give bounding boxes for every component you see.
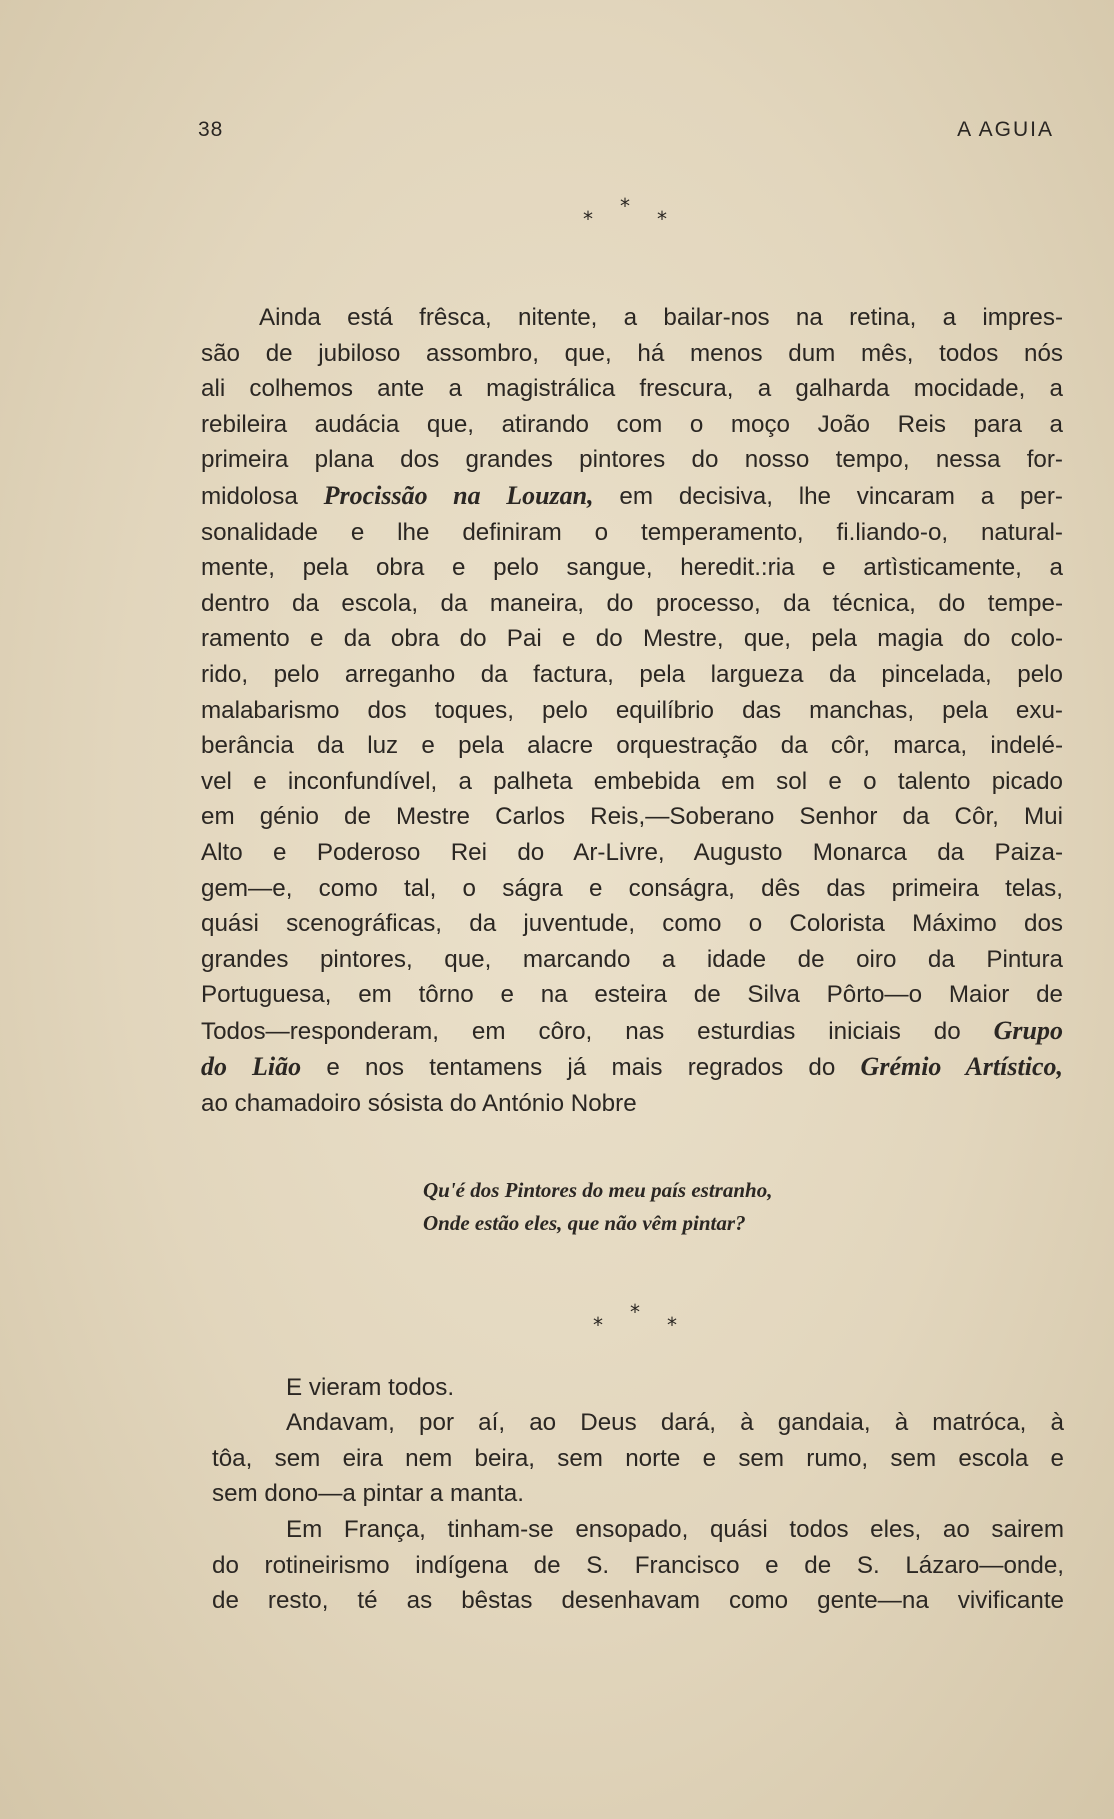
running-title: A AGUIA <box>957 118 1054 141</box>
asterisk-glyph: * <box>583 207 593 231</box>
group-name: Grémio Artístico, <box>860 1052 1063 1082</box>
paragraph-3 <box>212 1405 1064 1512</box>
text-line: ao chamadoiro sósista do António Nobre <box>201 1090 637 1118</box>
asterisk-glyph: * <box>657 207 667 231</box>
section-separator-top <box>580 194 670 234</box>
text-line: ali colhemos ante a magistrálica frescura, a galharda mocidade, a <box>201 375 1063 403</box>
text-line: de resto, té as bêstas desenhavam como gente—na vivificante <box>212 1587 1064 1615</box>
text-line: Em França, tinham-se ensopado, quási todos eles, ao sairem <box>286 1516 1064 1543</box>
text-line: quási scenográficas, da juventude, como o Colorista Máximo dos <box>201 910 1063 938</box>
verse-line: Onde estão eles, que não vêm pintar? <box>423 1211 746 1235</box>
asterisk-glyph: * <box>593 1313 603 1337</box>
text-line: em génio de Mestre Carlos Reis,—Soberano Senhor da Côr, Mui <box>201 803 1063 831</box>
text-segment: em decisiva, lhe vincaram a per- <box>593 482 1063 510</box>
text-line <box>201 1013 1063 1050</box>
text-segment: Todos—responderam, em côro, nas esturdias iniciais do <box>201 1017 994 1045</box>
text-line: dentro da escola, da maneira, do processo, da técnica, do tempe- <box>201 589 1063 617</box>
text-line: malabarismo dos toques, pelo equilíbrio das manchas, pela exu- <box>201 696 1063 724</box>
text-line: Alto e Poderoso Rei do Ar-Livre, Augusto Monarca da Paiza- <box>201 838 1063 866</box>
paragraph-1 <box>201 300 1063 1122</box>
text-line <box>201 478 1063 515</box>
page-header <box>198 118 1056 148</box>
verse-line: Qu'é dos Pintores do meu país estranho, <box>423 1178 773 1202</box>
text-line: Andavam, por aí, ao Deus dará, à gandaia, à matróca, à <box>286 1409 1064 1436</box>
text-line: rido, pelo arreganho da factura, pela largueza da pincelada, pelo <box>201 660 1063 688</box>
asterisk-glyph: * <box>667 1313 677 1337</box>
text-line: sem dono—a pintar a manta. <box>212 1480 524 1508</box>
section-separator-bottom <box>590 1300 680 1340</box>
text-line: do rotineirismo indígena de S. Francisco e de S. Lázaro—onde, <box>212 1551 1064 1579</box>
text-line: primeira plana dos grandes pintores do nosso tempo, nessa for- <box>201 446 1063 474</box>
text-line: E vieram todos. <box>286 1374 455 1401</box>
text-line: grandes pintores, que, marcando a idade de oiro da Pintura <box>201 945 1063 973</box>
page-number: 38 <box>198 118 224 141</box>
text-line: tôa, sem eira nem beira, sem norte e sem rumo, sem escola e <box>212 1444 1064 1472</box>
paragraph-4 <box>212 1512 1064 1619</box>
text-line: são de jubiloso assombro, que, há menos dum mês, todos nós <box>201 339 1063 367</box>
text-line: mente, pela obra e pelo sangue, heredit.:ria e artìsticamente, a <box>201 554 1063 582</box>
epigraph-verse <box>423 1174 772 1240</box>
text-line: gem—e, como tal, o ságra e conságra, dês das primeira telas, <box>201 874 1063 902</box>
text-line: sonalidade e lhe definiram o temperamento, fi.liando-o, natural- <box>201 518 1063 546</box>
text-line: berância da luz e pela alacre orquestração da côr, marca, indelé- <box>201 732 1063 760</box>
group-name: do Lião <box>201 1052 302 1082</box>
text-line: Ainda está frêsca, nitente, a bailar-nos na retina, a impres- <box>259 304 1063 331</box>
text-line: ramento e da obra do Pai e do Mestre, que, pela magia do colo- <box>201 625 1063 653</box>
painting-title: Procissão na Louzan, <box>323 480 594 510</box>
group-name: Grupo <box>993 1015 1063 1045</box>
text-segment: midolosa <box>201 482 324 510</box>
paragraph-2 <box>212 1370 1064 1406</box>
asterisk-glyph: * <box>620 194 630 218</box>
text-line: Portuguesa, em tôrno e na esteira de Silva Pôrto—o Maior de <box>201 981 1063 1009</box>
text-segment: e nos tentamens já mais regrados do <box>301 1054 861 1082</box>
text-line: rebileira audácia que, atirando com o moço João Reis para a <box>201 410 1063 438</box>
asterisk-glyph: * <box>630 1300 640 1324</box>
text-line <box>201 1049 1063 1086</box>
text-line: vel e inconfundível, a palheta embebida em sol e o talento picado <box>201 767 1063 795</box>
